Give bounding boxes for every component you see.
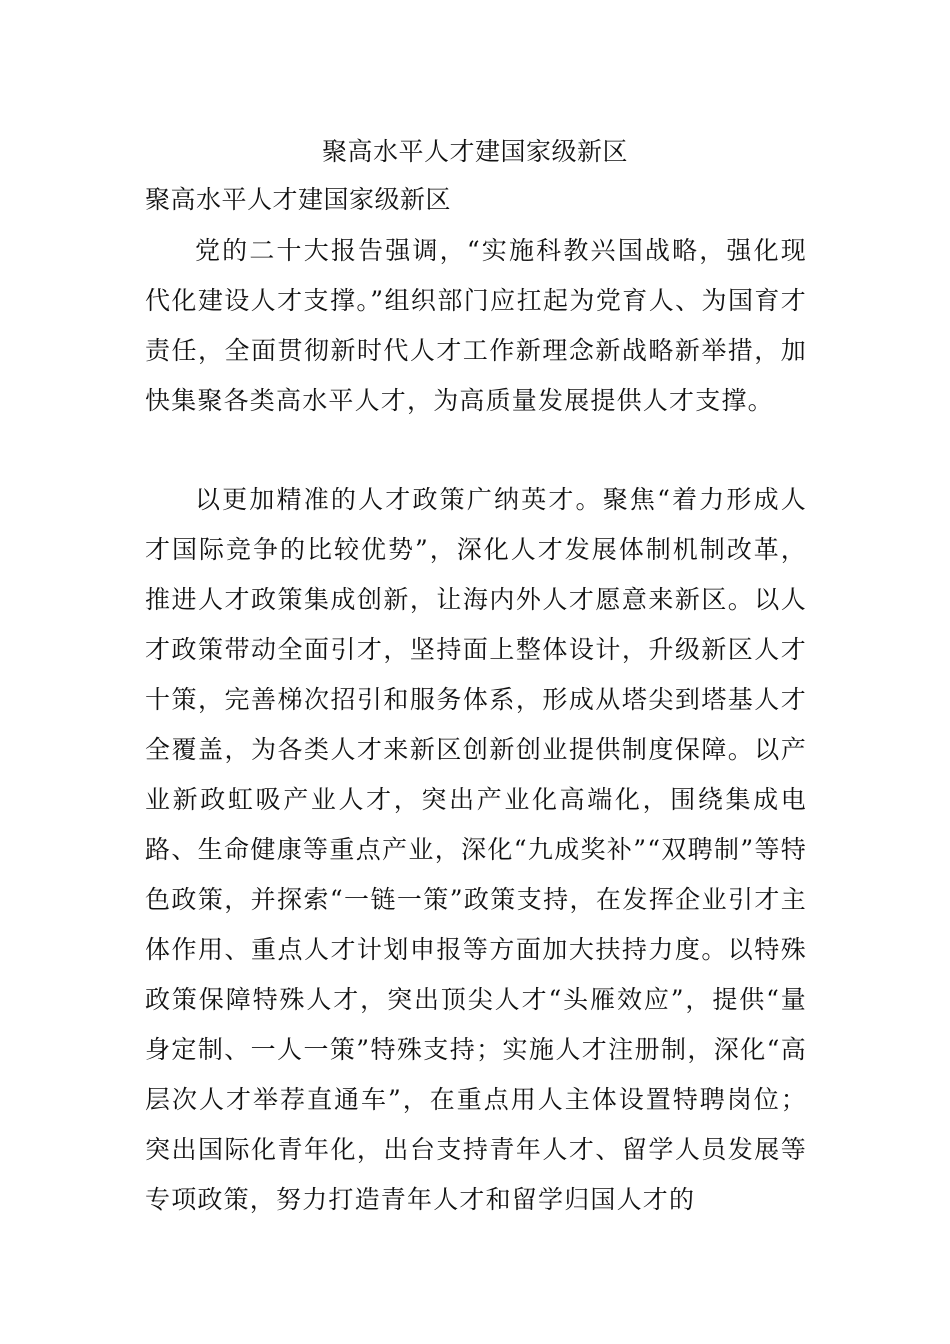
paragraph-1: 党的二十大报告强调，“实施科教兴国战略，强化现代化建设人才支撑。”组织部门应扛起为党育人、为国育才责任，全面贯彻新时代人才工作新理念新战略新举措，加快集聚各类高水平人才，为高质量发展提供人才支撑。 [145,236,807,415]
document-title: 聚高水平人才建国家级新区 [321,137,628,166]
paragraph-2: 以更加精准的人才政策广纳英才。聚焦“着力形成人才国际竞争的比较优势”，深化人才发展体制机制改革，推进人才政策集成创新，让海内外人才愿意来新区。以人才政策带动全面引才，坚持面上整体设计，升级新区人才十策，完善梯次招引和服务体系，形成从塔尖到塔基人才全覆盖，为各类人才来新区创新创业提供制度保障。以产业新政虹吸产业人才，突出产业化高端化，围绕集成电路、生命健康等重点产业，深化“九成奖补”“双聘制”等特色政策，并探索“一链一策”政策支持，在发挥企业引才主体作用、重点人才计划申报等方面加大扶持力度。以特殊政策保障特殊人才，突出顶尖人才“头雁效应”，提供“量身定制、一人一策”特殊支持；实施人才注册制，深化“高层次人才举荐直通车”，在重点用人主体设置特聘岗位；突出国际化青年化，出台支持青年人才、留学人员发展等专项政策，努力打造青年人才和留学归国人才的 [145,485,807,1214]
document-subtitle: 聚高水平人才建国家级新区 [145,185,452,214]
